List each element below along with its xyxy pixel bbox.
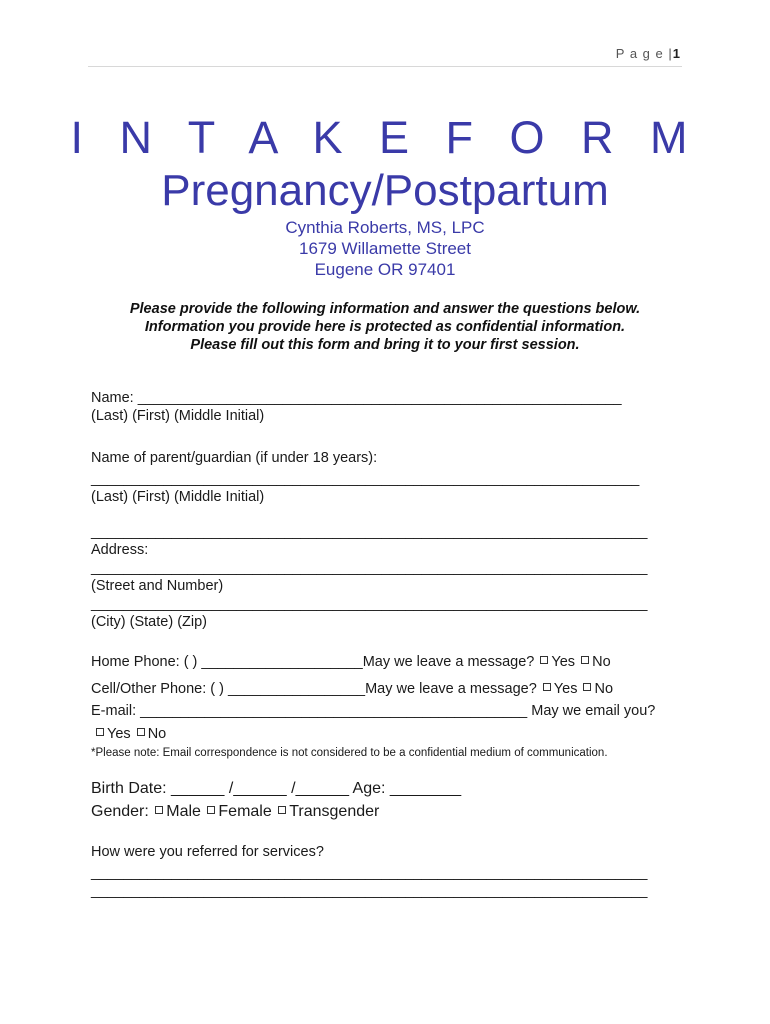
email-yes-checkbox[interactable] [96, 728, 104, 736]
home-yes-label: Yes [551, 654, 576, 670]
email-note: *Please note: Email correspondence is not considered to be a confidential medium of communication. [91, 747, 608, 759]
email-no-checkbox[interactable] [137, 728, 145, 736]
gender-row [91, 803, 379, 821]
cell-yes-label: Yes [553, 681, 578, 697]
instruction-line-3: Please fill out this form and bring it to your first session. [190, 337, 580, 353]
street-hint: (Street and Number) [91, 578, 224, 594]
email-no-label: No [147, 726, 167, 742]
form-subtitle: Pregnancy/Postpartum [161, 166, 609, 215]
cell-phone-field[interactable]: Cell/Other Phone: ( ) _________________May we leave a message? [91, 681, 537, 697]
city-hint: (City) (State) (Zip) [91, 614, 207, 630]
address-label: Address: [91, 542, 149, 558]
home-phone-row [91, 654, 611, 670]
provider-city: Eugene OR 97401 [314, 260, 456, 279]
street-field[interactable]: _____________________________________________________________________ [91, 560, 648, 576]
provider-name: Cynthia Roberts, MS, LPC [285, 218, 485, 237]
referral-field-2[interactable]: _____________________________________________________________________ [91, 883, 648, 899]
instruction-line-1: Please provide the following information and answer the questions below. [129, 301, 641, 317]
cell-phone-row [91, 681, 613, 697]
male-checkbox[interactable] [155, 806, 163, 814]
page-word: P a g e [615, 46, 664, 61]
form-title: I N T A K E F O R M [70, 112, 700, 163]
city-field[interactable]: _____________________________________________________________________ [91, 596, 648, 612]
page-number: 1 [672, 46, 680, 61]
name-hint: (Last) (First) (Middle Initial) [91, 408, 265, 424]
guardian-label: Name of parent/guardian (if under 18 years): [91, 450, 378, 466]
guardian-hint: (Last) (First) (Middle Initial) [91, 489, 265, 505]
birth-date-field[interactable]: Birth Date: ______ /______ /______ Age: ________ [91, 780, 462, 797]
cell-no-label: No [594, 681, 614, 697]
instruction-line-2: Information you provide here is protected as confidential information. [144, 319, 626, 335]
page-separator: | [668, 46, 673, 61]
guardian-field[interactable]: ____________________________________________________________________ [91, 471, 640, 487]
cell-no-checkbox[interactable] [583, 683, 591, 691]
home-no-label: No [592, 654, 611, 670]
email-consent-row [94, 726, 166, 742]
email-field[interactable]: E-mail: ________________________________________________ May we email you? [91, 703, 656, 719]
cell-yes-checkbox[interactable] [543, 683, 551, 691]
home-no-checkbox[interactable] [581, 656, 589, 664]
male-label: Male [166, 803, 201, 820]
female-checkbox[interactable] [207, 806, 215, 814]
header-rule [88, 66, 682, 67]
transgender-checkbox[interactable] [278, 806, 286, 814]
name-field[interactable]: Name: ____________________________________________________________ [91, 390, 622, 406]
gender-label: Gender: [91, 803, 149, 820]
female-label: Female [218, 803, 272, 820]
home-yes-checkbox[interactable] [540, 656, 548, 664]
provider-street: 1679 Willamette Street [299, 239, 471, 258]
blank-line[interactable]: _____________________________________________________________________ [91, 524, 648, 540]
referral-field-1[interactable]: _____________________________________________________________________ [91, 865, 648, 881]
transgender-label: Transgender [289, 803, 380, 820]
email-yes-label: Yes [107, 726, 131, 742]
referral-label: How were you referred for services? [91, 844, 324, 860]
home-phone-field[interactable]: Home Phone: ( ) ____________________May we leave a message? [91, 654, 535, 670]
page-header [616, 46, 680, 61]
